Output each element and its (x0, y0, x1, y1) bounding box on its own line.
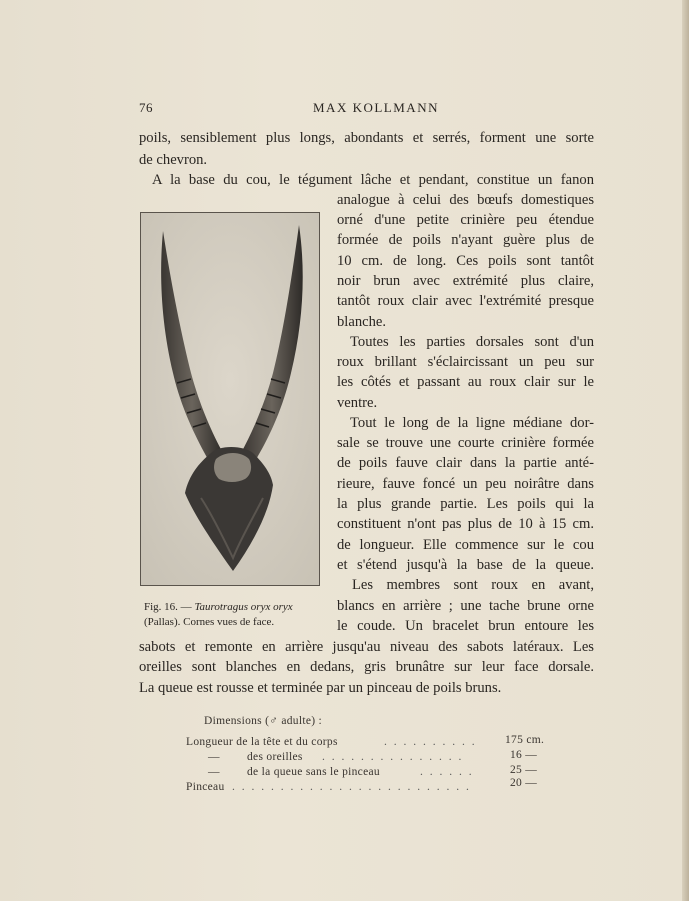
text-line: tantôt roux clair avec l'extrémité presque (337, 293, 594, 309)
figure-photo (140, 212, 320, 586)
text-line: La queue est rousse et terminée par un pinceau de poils bruns. (139, 680, 502, 696)
dimension-value: 25 — (510, 764, 538, 776)
text-line: Les membres sont roux en avant, (352, 577, 594, 593)
dimensions-title: Dimensions (♂ adulte) : (204, 715, 323, 727)
text-line: sabots et remonte en arrière jusqu'au niveau des sabots latéraux. Les (139, 639, 594, 655)
text-line: rieure, fauve foncé un peu noirâtre dans (337, 476, 594, 492)
text-line: noir brun avec extrémité plus claire, (337, 273, 594, 289)
text-line: formée de poils n'ayant guère plus de (337, 232, 594, 248)
text-line: la plus grande partie. Les poils qui la (337, 496, 594, 512)
dimension-label: des oreilles (247, 751, 303, 763)
dimension-value: 16 — (510, 749, 538, 761)
text-line: poils, sensiblement plus longs, abondants et serrés, forment une sorte (139, 130, 594, 146)
dimension-value: 20 — (510, 777, 538, 789)
oryx-horns-image (141, 213, 319, 585)
text-line: de chevron. (139, 152, 208, 168)
leader-dots: . . . . . . . . . . . . . . . . . . . . . . . . . (232, 781, 471, 793)
dimension-label: Longueur de la tête et du corps (186, 736, 338, 748)
text-line: ventre. (337, 395, 378, 411)
text-line: de poils fauve clair dans la partie anté- (337, 455, 594, 471)
text-line: de longueur. Elle commence sur le cou (337, 537, 594, 553)
text-line: constituent n'ont pas plus de 10 à 15 cm. (337, 516, 594, 532)
leader-dots: . . . . . . (420, 766, 474, 778)
figure-caption-line2: (Pallas). Cornes vues de face. (144, 616, 275, 628)
leader-dots: . . . . . . . . . . (384, 736, 477, 748)
text-line: roux brillant s'éclaircissant un peu sur (337, 354, 594, 370)
leader-dots: . . . . . . . . . . . . . . . (322, 751, 464, 763)
dimension-label: — (208, 766, 220, 778)
species-name: Taurotragus oryx oryx (194, 601, 293, 613)
text-line: et s'étend jusqu'à la base de la queue. (337, 557, 594, 573)
page-number: 76 (139, 100, 153, 115)
text-line: orné d'une petite crinière peu étendue (337, 212, 594, 228)
text-line: A la base du cou, le tégument lâche et pendant, constitue un fanon (152, 172, 594, 188)
text-line: Toutes les parties dorsales sont d'un (350, 334, 594, 350)
text-line: 10 cm. de long. Ces poils sont tantôt (337, 253, 594, 269)
dimension-value: 175 cm. (505, 734, 545, 746)
figure-caption-line1 (144, 600, 293, 615)
dimension-label: Pinceau (186, 781, 225, 793)
dimension-label: — (208, 751, 220, 763)
text-line: oreilles sont blanches en dedans, gris brunâtre sur leur face dorsale. (139, 659, 594, 675)
text-line: les côtés et passant au roux clair sur le (337, 374, 594, 390)
text-line: Tout le long de la ligne médiane dor- (350, 415, 594, 431)
text-line: le coude. Un bracelet brun entoure les (337, 618, 594, 634)
page-edge (682, 0, 689, 901)
page-header (0, 100, 689, 120)
text-line: sale se trouve une courte crinière formée (337, 435, 594, 451)
text-line: analogue à celui des bœufs domestiques (337, 192, 594, 208)
figure-label: Fig. 16. — (144, 601, 195, 613)
text-line: blancs en arrière ; une tache brune orne (337, 598, 594, 614)
dimension-label: de la queue sans le pinceau (247, 766, 380, 778)
running-head: MAX KOLLMANN (313, 100, 439, 115)
text-line: blanche. (337, 314, 387, 330)
